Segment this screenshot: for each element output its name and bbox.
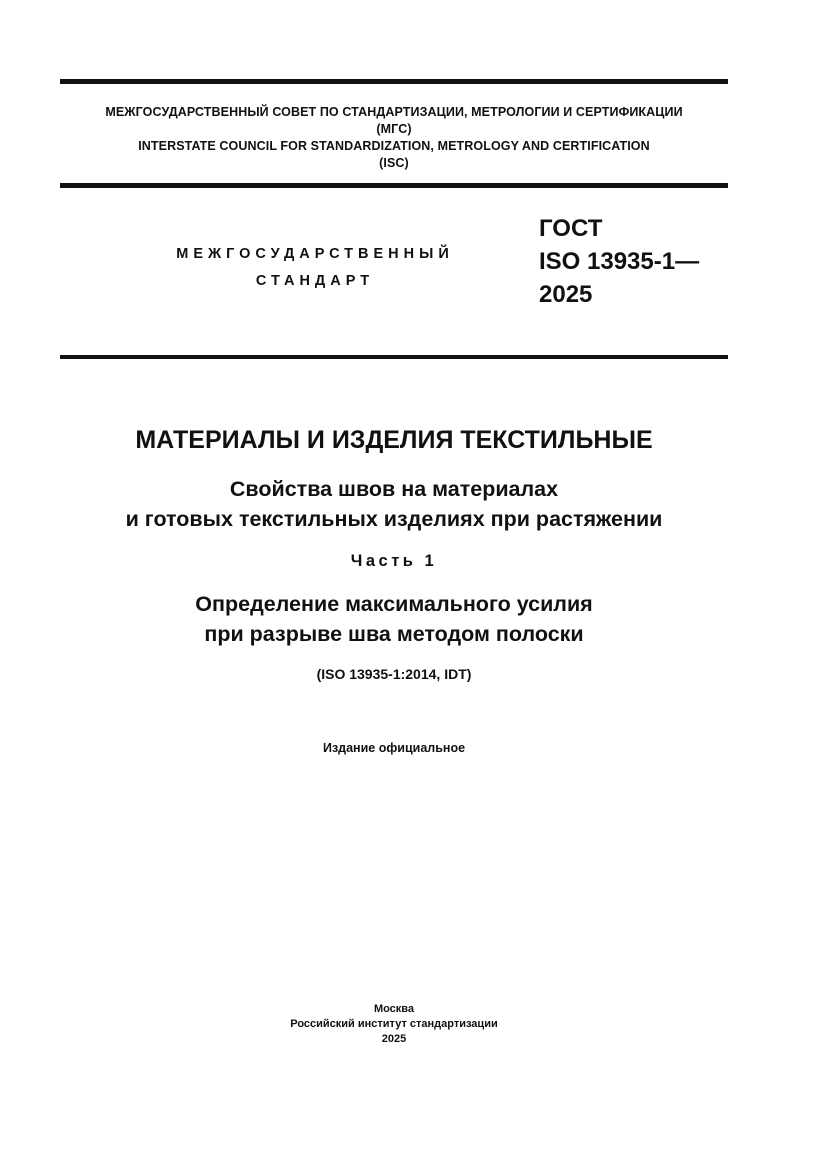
designation-rule: [60, 355, 728, 359]
council-header: [60, 104, 728, 172]
designation-line3: 2025: [539, 281, 593, 308]
standard-kind-line1: МЕЖГОСУДАРСТВЕННЫЙ: [176, 246, 454, 262]
part-title-line1: Определение максимального усилия: [195, 592, 593, 616]
standard-designation: [539, 212, 699, 311]
subtitle-line1: Свойства швов на материалах: [229, 477, 559, 501]
part-number: Часть 1: [350, 552, 438, 570]
top-rule: [60, 79, 728, 84]
imprint-year: 2025: [381, 1033, 407, 1045]
part-title-line2: при разрыве шва методом полоски: [204, 622, 584, 646]
designation-line1: ГОСТ: [539, 215, 603, 242]
imprint-publisher: Российский институт стандартизации: [290, 1018, 498, 1030]
edition-note: [60, 739, 728, 757]
document-title: [60, 424, 728, 456]
header-rule: [60, 183, 728, 188]
main-title: МАТЕРИАЛЫ И ИЗДЕЛИЯ ТЕКСТИЛЬНЫЕ: [135, 426, 653, 454]
council-name-en: INTERSTATE COUNCIL FOR STANDARDIZATION, METROLOGY AND CERTIFICATION: [138, 139, 650, 153]
imprint: [60, 1002, 728, 1047]
document-subtitle: [60, 474, 728, 534]
part-title: [60, 589, 728, 649]
standard-kind-line2: СТАНДАРТ: [255, 273, 375, 289]
council-abbr-ru: (МГС): [376, 122, 412, 136]
council-abbr-en: (ISC): [379, 156, 409, 170]
edition-text: Издание официальное: [322, 741, 466, 755]
designation-line2: ISO 13935-1—: [539, 248, 700, 275]
council-name-ru: МЕЖГОСУДАРСТВЕННЫЙ СОВЕТ ПО СТАНДАРТИЗАЦИИ, МЕТРОЛОГИИ И СЕРТИФИКАЦИИ: [105, 105, 683, 119]
iso-reference: [60, 664, 728, 684]
standard-kind: [150, 241, 480, 295]
iso-reference-text: (ISO 13935-1:2014, IDT): [316, 666, 472, 682]
subtitle-line2: и готовых текстильных изделиях при растяжении: [125, 507, 663, 531]
imprint-city: Москва: [373, 1003, 415, 1015]
part-label: [60, 550, 728, 572]
